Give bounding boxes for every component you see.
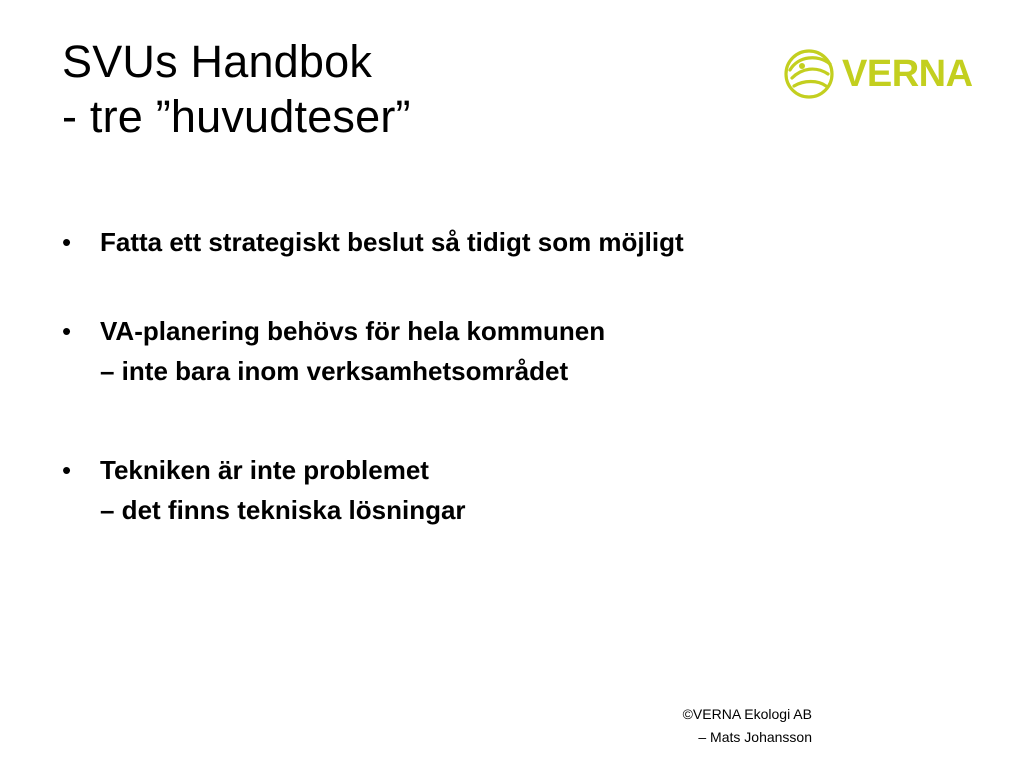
logo-wordmark: VERNA: [842, 53, 973, 95]
bullet-line-1: VA-planering behövs för hela kommunen: [100, 316, 606, 346]
bullet-text: [100, 311, 605, 391]
verna-bird-logo-icon: [782, 46, 840, 102]
bullet-marker: •: [62, 316, 72, 346]
copyright-line-2: – Mats Johansson: [698, 729, 812, 745]
bullet-text: [100, 450, 466, 530]
bullet-line-2: – det finns tekniska lösningar: [100, 495, 466, 525]
bullet-line-1: Fatta ett strategiskt beslut så tidigt som möjligt: [100, 227, 684, 257]
bullet-line-1: Tekniken är inte problemet: [100, 455, 429, 485]
title-line-2: - tre ”huvudteser”: [62, 91, 411, 142]
copyright-line-1: ©VERNA Ekologi AB: [682, 706, 812, 722]
title-line-1: SVUs Handbok: [62, 36, 373, 87]
bullet-text: [100, 222, 684, 262]
slide-title: [62, 34, 411, 144]
verna-logo: [782, 46, 982, 102]
bullet-line-2: – inte bara inom verksamhetsområdet: [100, 356, 569, 386]
bullet-marker: •: [62, 455, 72, 485]
bullet-marker: •: [62, 227, 72, 257]
copyright-footer: [660, 703, 812, 749]
